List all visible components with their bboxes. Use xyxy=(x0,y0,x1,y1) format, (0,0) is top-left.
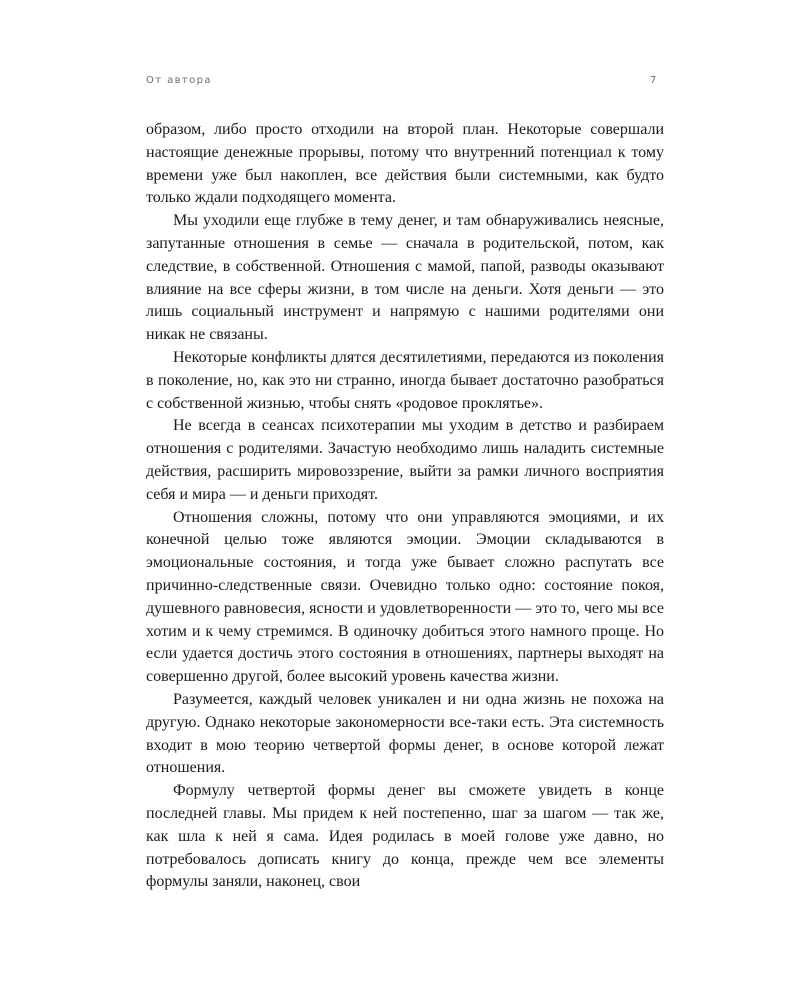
paragraph: Формулу четвертой формы денег вы сможете увидеть в конце последней главы. Мы придем к ней постепенно, шаг за шагом — так же, как шла к ней я сама. Идея родилась в моей голове уже давно, но потребовалось дописать книгу до конца, прежде чем все элементы формулы заняли, наконец, свои xyxy=(146,782,664,891)
paragraph: Разумеется, каждый человек уникален и ни одна жизнь не похожа на другую. Однако некоторые закономерности все-таки есть. Эта системность входит в мою теорию четвертой формы денег, в основе которой лежат отношения. xyxy=(146,690,664,777)
paragraph: Мы уходили еще глубже в тему денег, и там обнаруживались неясные, запутанные отношения в семье — сначала в родительской, потом, как следствие, в собственной. Отношения с мамой, папой, разводы оказывают влияние на все сферы жизни, в том числе на деньги. Хотя деньги — это лишь социальный инструмент и напрямую с нашими родителями они никак не связаны. xyxy=(146,212,664,344)
body-text xyxy=(146,119,664,894)
running-head: От автора xyxy=(146,75,212,86)
paragraph: образом, либо просто отходили на второй план. Некоторые совершали настоящие денежные прорывы, потому что внутренний потенциал к тому времени уже был накоплен, все действия были системными, как будто только ждали подходящего момента. xyxy=(146,121,664,207)
page-number: 7 xyxy=(650,75,657,86)
paragraph: Отношения сложны, потому что они управляются эмоциями, и их конечной целью тоже являются эмоции. Эмоции складываются в эмоциональные состояния, и тогда уже бывает сложно распутать все причинно-следственные связи. Очевидно только одно: состояние покоя, душевного равновесия, ясности и удовлетворенности — это то, чего мы все хотим и к чему стремимся. В одиночку добиться этого намного проще. Но если удается достичь этого состояния в отношениях, партнеры выходят на совершенно другой, более высокий уровень качества жизни. xyxy=(146,508,664,686)
paragraph: Не всегда в сеансах психотерапии мы уходим в детство и разбираем отношения с родителями. Зачастую необходимо лишь наладить системные действия, расширить мировоззрение, выйти за рамки личного восприятия себя и мира — и деньги приходят. xyxy=(146,417,664,503)
paragraph: Некоторые конфликты длятся десятилетиями, передаются из поколения в поколение, но, как это ни странно, иногда бывает достаточно разобраться с собственной жизнью, чтобы снять «родовое проклятье». xyxy=(146,348,664,412)
